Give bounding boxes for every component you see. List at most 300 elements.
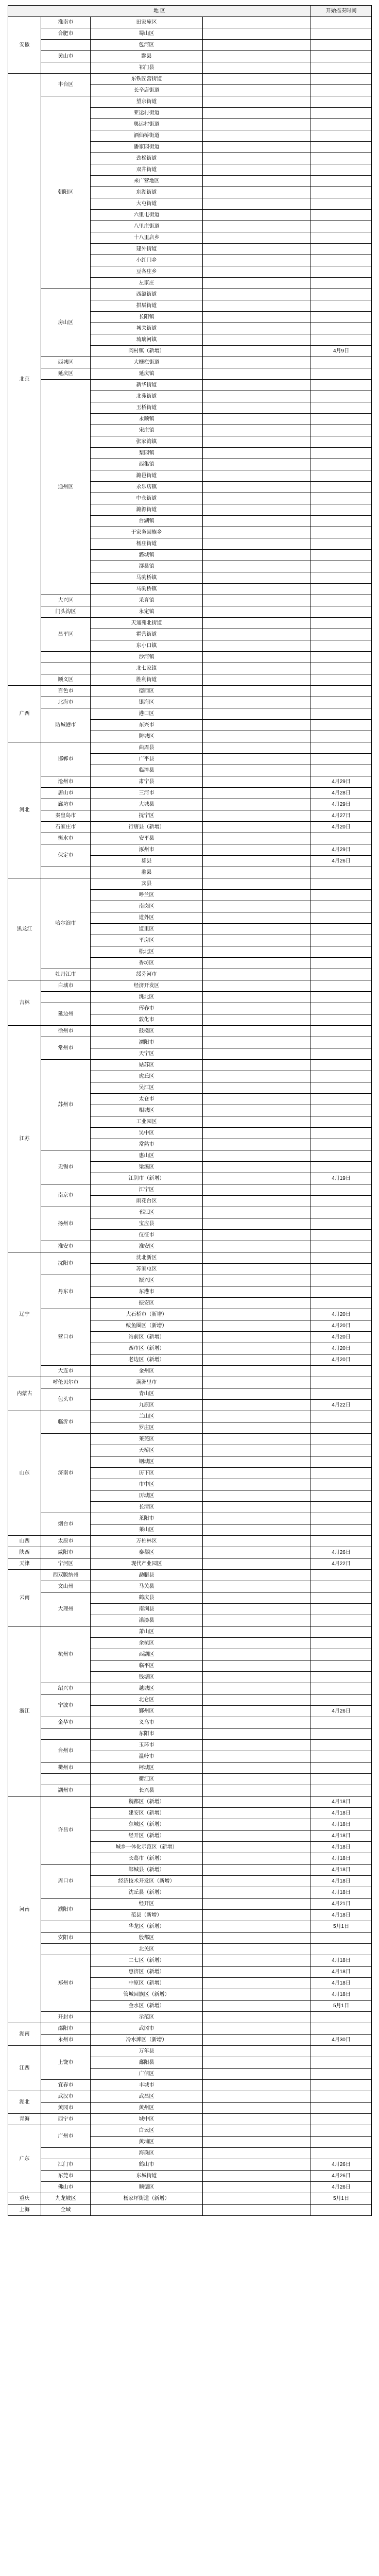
header-region: 地 区 bbox=[8, 6, 311, 17]
start-date-cell bbox=[311, 232, 372, 244]
district-cell: 振兴区 bbox=[91, 1275, 203, 1286]
blank-cell bbox=[203, 595, 311, 606]
blank-cell bbox=[203, 1604, 311, 1615]
start-date-cell bbox=[311, 2080, 372, 2091]
city-cell: 唐山市 bbox=[41, 788, 91, 799]
blank-cell bbox=[203, 493, 311, 504]
district-cell: 大城县 bbox=[91, 799, 203, 810]
start-date-cell bbox=[311, 1524, 372, 1536]
start-date-cell: 4月20日 bbox=[311, 1332, 372, 1343]
blank-cell bbox=[203, 1026, 311, 1037]
blank-cell bbox=[203, 1139, 311, 1150]
district-cell: 沈北新区 bbox=[91, 1252, 203, 1264]
start-date-cell bbox=[311, 1377, 372, 1388]
district-cell: 经开区 bbox=[91, 1899, 203, 1910]
blank-cell bbox=[203, 2001, 311, 2012]
district-cell: 鲅鱼圈区（新增） bbox=[91, 1320, 203, 1332]
city-cell: 大理州 bbox=[41, 1592, 91, 1626]
blank-cell bbox=[203, 1468, 311, 1479]
start-date-cell: 5月1日 bbox=[311, 2001, 372, 2012]
start-date-cell bbox=[311, 334, 372, 346]
district-cell: 玉环市 bbox=[91, 1740, 203, 1751]
district-cell: 平房区 bbox=[91, 935, 203, 946]
start-date-cell bbox=[311, 1933, 372, 1944]
district-cell: 田家庵区 bbox=[91, 17, 203, 28]
city-cell bbox=[41, 663, 91, 674]
district-cell: 鄱阳县 bbox=[91, 2057, 203, 2069]
blank-cell bbox=[203, 312, 311, 323]
start-date-cell: 4月26日 bbox=[311, 856, 372, 867]
blank-cell bbox=[203, 1366, 311, 1377]
start-date-cell bbox=[311, 119, 372, 130]
blank-cell bbox=[203, 2114, 311, 2125]
start-date-cell: 4月26日 bbox=[311, 2171, 372, 2182]
district-cell: 长阳镇 bbox=[91, 312, 203, 323]
start-date-cell bbox=[311, 1785, 372, 1797]
start-date-cell: 4月20日 bbox=[311, 1354, 372, 1366]
start-date-cell bbox=[311, 935, 372, 946]
blank-cell bbox=[203, 380, 311, 391]
start-date-cell bbox=[311, 2057, 372, 2069]
district-cell: 蜀山区 bbox=[91, 28, 203, 40]
district-cell: 西湖区 bbox=[91, 1649, 203, 1660]
table-row bbox=[8, 2171, 372, 2182]
blank-cell bbox=[203, 255, 311, 266]
district-cell: 西市区（新增） bbox=[91, 1343, 203, 1354]
start-date-cell: 4月27日 bbox=[311, 810, 372, 822]
blank-cell bbox=[203, 1728, 311, 1740]
district-cell: 万年县 bbox=[91, 2046, 203, 2057]
start-date-cell bbox=[311, 742, 372, 754]
blank-cell bbox=[203, 198, 311, 210]
start-date-cell bbox=[311, 1252, 372, 1264]
district-cell: 冷水滩区（新增） bbox=[91, 2035, 203, 2046]
blank-cell bbox=[203, 1173, 311, 1184]
blank-cell bbox=[203, 901, 311, 912]
district-cell: 满洲里市 bbox=[91, 1377, 203, 1388]
blank-cell bbox=[203, 618, 311, 629]
start-date-cell: 4月20日 bbox=[311, 1320, 372, 1332]
table-row bbox=[8, 618, 372, 629]
table-row bbox=[8, 28, 372, 40]
table-row bbox=[8, 1944, 372, 1955]
city-cell: 许昌市 bbox=[41, 1797, 91, 1865]
province-cell: 湖南 bbox=[8, 2023, 41, 2046]
district-cell: 新华街道 bbox=[91, 380, 203, 391]
start-date-cell bbox=[311, 153, 372, 164]
district-cell: 左家庄 bbox=[91, 278, 203, 289]
blank-cell bbox=[203, 992, 311, 1003]
blank-cell bbox=[203, 1831, 311, 1842]
table-row bbox=[8, 2046, 372, 2057]
province-cell: 青海 bbox=[8, 2114, 41, 2125]
district-cell: 历下区 bbox=[91, 1468, 203, 1479]
district-cell: 武昌区 bbox=[91, 2091, 203, 2103]
city-cell: 烟台市 bbox=[41, 1513, 91, 1536]
table-row bbox=[8, 1774, 372, 1785]
table-row bbox=[8, 368, 372, 380]
table-row bbox=[8, 1581, 372, 1592]
district-cell: 豆各庄乡 bbox=[91, 266, 203, 278]
city-cell: 无锡市 bbox=[41, 1150, 91, 1184]
blank-cell bbox=[203, 1740, 311, 1751]
district-cell: 常熟市 bbox=[91, 1139, 203, 1150]
start-date-cell bbox=[311, 1672, 372, 1683]
start-date-cell bbox=[311, 2012, 372, 2023]
district-cell: 双井街道 bbox=[91, 164, 203, 176]
province-cell: 云南 bbox=[8, 1570, 41, 1626]
city-cell: 文山州 bbox=[41, 1581, 91, 1592]
district-cell: 武冈市 bbox=[91, 2023, 203, 2035]
city-cell: 包头市 bbox=[41, 1388, 91, 1411]
blank-cell bbox=[203, 1819, 311, 1831]
start-date-cell bbox=[311, 674, 372, 686]
district-cell: 道里区 bbox=[91, 924, 203, 935]
district-cell: 霍营街道 bbox=[91, 629, 203, 640]
district-cell: 现代产业园区 bbox=[91, 1558, 203, 1570]
start-date-cell bbox=[311, 2148, 372, 2159]
blank-cell bbox=[203, 572, 311, 584]
city-cell bbox=[41, 40, 91, 51]
blank-cell bbox=[203, 1354, 311, 1366]
district-cell: 广平县 bbox=[91, 754, 203, 765]
district-cell: 江阴市（新增） bbox=[91, 1173, 203, 1184]
start-date-cell bbox=[311, 946, 372, 958]
district-cell: 曲周县 bbox=[91, 742, 203, 754]
district-cell: 金州区 bbox=[91, 1366, 203, 1377]
district-cell: 兰山区 bbox=[91, 1411, 203, 1422]
table-row bbox=[8, 1207, 372, 1218]
start-date-cell bbox=[311, 516, 372, 527]
start-date-cell bbox=[311, 2023, 372, 2035]
table-row bbox=[8, 799, 372, 810]
start-date-cell bbox=[311, 1196, 372, 1207]
blank-cell bbox=[203, 1513, 311, 1524]
start-date-cell bbox=[311, 1014, 372, 1026]
start-date-cell: 4月18日 bbox=[311, 1831, 372, 1842]
city-cell bbox=[41, 1921, 91, 1933]
blank-cell bbox=[203, 1547, 311, 1558]
city-cell: 东莞市 bbox=[41, 2171, 91, 2182]
district-cell: 历城区 bbox=[91, 1490, 203, 1502]
blank-cell bbox=[203, 980, 311, 992]
district-cell: 漷县镇 bbox=[91, 561, 203, 572]
start-date-cell bbox=[311, 1581, 372, 1592]
start-date-cell bbox=[311, 1626, 372, 1638]
blank-cell bbox=[203, 810, 311, 822]
district-cell: 胜利街道 bbox=[91, 674, 203, 686]
district-cell: 道外区 bbox=[91, 912, 203, 924]
table-row bbox=[8, 96, 372, 108]
district-cell: 敦化市 bbox=[91, 1014, 203, 1026]
start-date-cell: 4月20日 bbox=[311, 822, 372, 833]
blank-cell bbox=[203, 1094, 311, 1105]
city-cell: 宁波市 bbox=[41, 1694, 91, 1717]
district-cell: 魏都区（新增） bbox=[91, 1797, 203, 1808]
city-cell: 营口市 bbox=[41, 1309, 91, 1366]
start-date-cell: 4月28日 bbox=[311, 788, 372, 799]
start-date-cell bbox=[311, 1468, 372, 1479]
blank-cell bbox=[203, 2159, 311, 2171]
blank-cell bbox=[203, 754, 311, 765]
city-cell: 宁河区 bbox=[41, 1558, 91, 1570]
start-date-cell bbox=[311, 1456, 372, 1468]
blank-cell bbox=[203, 1717, 311, 1728]
start-date-cell bbox=[311, 368, 372, 380]
district-cell: 郸城县（新增） bbox=[91, 1865, 203, 1876]
district-cell: 银海区 bbox=[91, 697, 203, 708]
start-date-cell bbox=[311, 2137, 372, 2148]
district-cell: 南岗区 bbox=[91, 901, 203, 912]
blank-cell bbox=[203, 1377, 311, 1388]
blank-cell bbox=[203, 1955, 311, 1967]
blank-cell bbox=[203, 686, 311, 697]
start-date-cell: 4月18日 bbox=[311, 1853, 372, 1865]
city-cell: 白城市 bbox=[41, 980, 91, 992]
district-cell: 衢江区 bbox=[91, 1774, 203, 1785]
blank-cell bbox=[203, 244, 311, 255]
start-date-cell: 4月22日 bbox=[311, 1400, 372, 1411]
blank-cell bbox=[203, 742, 311, 754]
start-date-cell bbox=[311, 1445, 372, 1456]
start-date-cell bbox=[311, 176, 372, 187]
district-cell: 中原区（新增） bbox=[91, 1978, 203, 1989]
table-row bbox=[8, 595, 372, 606]
city-cell: 通州区 bbox=[41, 380, 91, 595]
city-cell bbox=[41, 1728, 91, 1740]
district-cell: 潞源街道 bbox=[91, 504, 203, 516]
district-cell: 杨家坪街道（新增） bbox=[91, 2193, 203, 2205]
district-cell: 东湖街道 bbox=[91, 187, 203, 198]
start-date-cell bbox=[311, 584, 372, 595]
district-cell: 殷都区 bbox=[91, 1933, 203, 1944]
district-cell: 太仓市 bbox=[91, 1094, 203, 1105]
district-cell: 港口区 bbox=[91, 708, 203, 720]
blank-cell bbox=[203, 1615, 311, 1626]
start-date-cell bbox=[311, 1048, 372, 1060]
blank-cell bbox=[203, 867, 311, 878]
blank-cell bbox=[203, 697, 311, 708]
region-schedule-table bbox=[8, 5, 372, 2216]
table-row bbox=[8, 969, 372, 980]
blank-cell bbox=[203, 300, 311, 312]
start-date-cell bbox=[311, 402, 372, 414]
blank-cell bbox=[203, 1944, 311, 1955]
city-cell: 济南市 bbox=[41, 1434, 91, 1513]
blank-cell bbox=[203, 2193, 311, 2205]
start-date-cell bbox=[311, 572, 372, 584]
start-date-cell: 4月18日 bbox=[311, 1967, 372, 1978]
blank-cell bbox=[203, 1853, 311, 1865]
start-date-cell bbox=[311, 980, 372, 992]
start-date-cell bbox=[311, 74, 372, 85]
blank-cell bbox=[203, 1672, 311, 1683]
blank-cell bbox=[203, 822, 311, 833]
district-cell: 仪征市 bbox=[91, 1230, 203, 1241]
district-cell: 莱阳市 bbox=[91, 1513, 203, 1524]
blank-cell bbox=[203, 1592, 311, 1604]
blank-cell bbox=[203, 108, 311, 119]
start-date-cell bbox=[311, 1513, 372, 1524]
blank-cell bbox=[203, 912, 311, 924]
table-row bbox=[8, 2035, 372, 2046]
district-cell: 惠山区 bbox=[91, 1150, 203, 1162]
start-date-cell bbox=[311, 425, 372, 436]
start-date-cell bbox=[311, 1502, 372, 1513]
start-date-cell bbox=[311, 720, 372, 731]
blank-cell bbox=[203, 40, 311, 51]
city-cell: 全域 bbox=[41, 2205, 91, 2216]
blank-cell bbox=[203, 130, 311, 142]
province-cell: 上海 bbox=[8, 2205, 41, 2216]
district-cell: 雄县 bbox=[91, 856, 203, 867]
blank-cell bbox=[203, 765, 311, 776]
table-row bbox=[8, 40, 372, 51]
start-date-cell bbox=[311, 210, 372, 221]
start-date-cell bbox=[311, 1683, 372, 1694]
district-cell: 松北区 bbox=[91, 946, 203, 958]
blank-cell bbox=[203, 2148, 311, 2159]
city-cell: 淮南市 bbox=[41, 17, 91, 28]
blank-cell bbox=[203, 1524, 311, 1536]
blank-cell bbox=[203, 266, 311, 278]
district-cell: 潘家园街道 bbox=[91, 142, 203, 153]
table-row bbox=[8, 1252, 372, 1264]
start-date-cell bbox=[311, 1060, 372, 1071]
city-cell bbox=[41, 992, 91, 1003]
blank-cell bbox=[203, 1876, 311, 1887]
province-cell: 辽宁 bbox=[8, 1252, 41, 1377]
city-cell: 延庆区 bbox=[41, 368, 91, 380]
district-cell: 呼兰区 bbox=[91, 890, 203, 901]
blank-cell bbox=[203, 1797, 311, 1808]
start-date-cell bbox=[311, 1570, 372, 1581]
table-row bbox=[8, 74, 372, 85]
district-cell: 雨花台区 bbox=[91, 1196, 203, 1207]
start-date-cell bbox=[311, 493, 372, 504]
city-cell: 西双版纳州 bbox=[41, 1570, 91, 1581]
city-cell: 佛山市 bbox=[41, 2182, 91, 2193]
city-cell: 徐州市 bbox=[41, 1026, 91, 1037]
city-cell: 濮阳市 bbox=[41, 1899, 91, 1921]
blank-cell bbox=[203, 334, 311, 346]
city-cell bbox=[41, 62, 91, 74]
table-row bbox=[8, 1060, 372, 1071]
blank-cell bbox=[203, 1570, 311, 1581]
district-cell: 防城区 bbox=[91, 731, 203, 742]
start-date-cell bbox=[311, 1740, 372, 1751]
start-date-cell: 4月18日 bbox=[311, 1819, 372, 1831]
district-cell: 东阳市 bbox=[91, 1728, 203, 1740]
start-date-cell bbox=[311, 2091, 372, 2103]
start-date-cell bbox=[311, 765, 372, 776]
district-cell: 香坊区 bbox=[91, 958, 203, 969]
district-cell: 建外街道 bbox=[91, 244, 203, 255]
table-row bbox=[8, 776, 372, 788]
blank-cell bbox=[203, 1320, 311, 1332]
blank-cell bbox=[203, 1751, 311, 1762]
blank-cell bbox=[203, 164, 311, 176]
start-date-cell bbox=[311, 1762, 372, 1774]
start-date-cell: 4月29日 bbox=[311, 776, 372, 788]
start-date-cell bbox=[311, 890, 372, 901]
blank-cell bbox=[203, 1071, 311, 1082]
city-cell: 门头沟区 bbox=[41, 606, 91, 618]
blank-cell bbox=[203, 289, 311, 300]
start-date-cell bbox=[311, 1388, 372, 1400]
province-cell: 河北 bbox=[8, 742, 41, 878]
district-cell: 示范区 bbox=[91, 2012, 203, 2023]
start-date-cell bbox=[311, 618, 372, 629]
city-cell: 北海市 bbox=[41, 697, 91, 708]
district-cell: 顺德区 bbox=[91, 2182, 203, 2193]
blank-cell bbox=[203, 323, 311, 334]
start-date-cell: 4月18日 bbox=[311, 1989, 372, 2001]
district-cell: 工业园区 bbox=[91, 1116, 203, 1128]
district-cell: 钢城区 bbox=[91, 1456, 203, 1468]
start-date-cell bbox=[311, 255, 372, 266]
blank-cell bbox=[203, 1445, 311, 1456]
blank-cell bbox=[203, 504, 311, 516]
district-cell: 白云区 bbox=[91, 2125, 203, 2137]
blank-cell bbox=[203, 2046, 311, 2057]
table-row bbox=[8, 1513, 372, 1524]
city-cell bbox=[41, 867, 91, 878]
blank-cell bbox=[203, 1706, 311, 1717]
city-cell: 朝阳区 bbox=[41, 96, 91, 289]
start-date-cell: 4月26日 bbox=[311, 1547, 372, 1558]
blank-cell bbox=[203, 1162, 311, 1173]
district-cell: 越城区 bbox=[91, 1683, 203, 1694]
start-date-cell bbox=[311, 1207, 372, 1218]
blank-cell bbox=[203, 2069, 311, 2080]
start-date-cell bbox=[311, 640, 372, 652]
table-row bbox=[8, 1558, 372, 1570]
city-cell: 大兴区 bbox=[41, 595, 91, 606]
blank-cell bbox=[203, 368, 311, 380]
blank-cell bbox=[203, 1003, 311, 1014]
blank-cell bbox=[203, 1842, 311, 1853]
blank-cell bbox=[203, 720, 311, 731]
district-cell: 钱塘区 bbox=[91, 1672, 203, 1683]
district-cell: 德西区 bbox=[91, 686, 203, 697]
start-date-cell: 4月22日 bbox=[311, 1558, 372, 1570]
start-date-cell bbox=[311, 992, 372, 1003]
table-row bbox=[8, 1275, 372, 1286]
table-row bbox=[8, 1797, 372, 1808]
province-cell: 山西 bbox=[8, 1536, 41, 1547]
blank-cell bbox=[203, 278, 311, 289]
blank-cell bbox=[203, 969, 311, 980]
district-cell: 肃宁县 bbox=[91, 776, 203, 788]
start-date-cell bbox=[311, 459, 372, 470]
start-date-cell bbox=[311, 924, 372, 935]
table-row bbox=[8, 663, 372, 674]
blank-cell bbox=[203, 1298, 311, 1309]
blank-cell bbox=[203, 402, 311, 414]
start-date-cell bbox=[311, 1150, 372, 1162]
city-cell: 邵阳市 bbox=[41, 2023, 91, 2035]
blank-cell bbox=[203, 1207, 311, 1218]
start-date-cell bbox=[311, 1774, 372, 1785]
district-cell: 惠济区（新增） bbox=[91, 1967, 203, 1978]
city-cell bbox=[41, 2148, 91, 2159]
blank-cell bbox=[203, 1082, 311, 1094]
blank-cell bbox=[203, 1196, 311, 1207]
start-date-cell: 5月1日 bbox=[311, 1921, 372, 1933]
start-date-cell bbox=[311, 1298, 372, 1309]
city-cell: 昌平区 bbox=[41, 618, 91, 652]
